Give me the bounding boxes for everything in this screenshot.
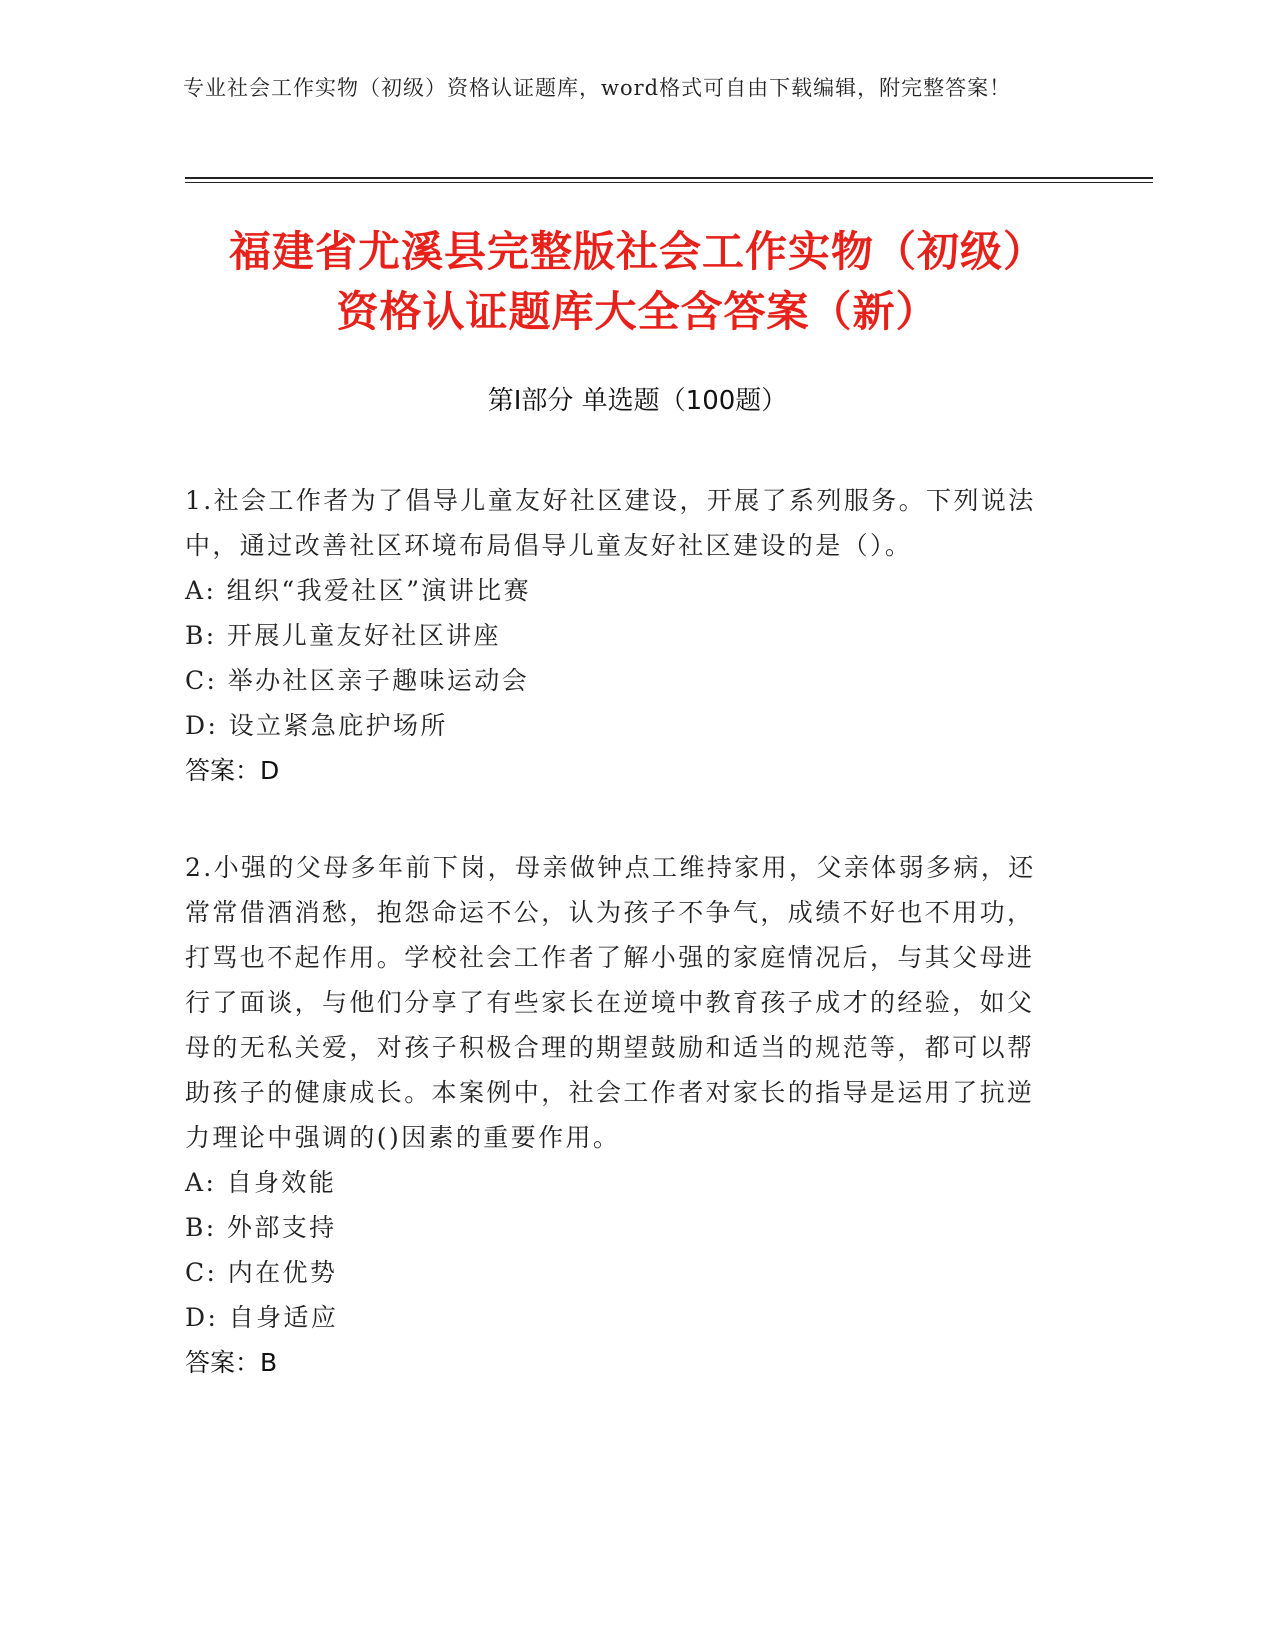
option-c: C: 内在优势 — [185, 1258, 338, 1287]
question-stem: 2.小强的父母多年前下岗，母亲做钟点工维持家用，父亲体弱多病，还常常借酒消愁，抱怨命运不公，认为孩子不争气，成绩不好也不用功，打骂也不起作用。学校社会工作者了解小强的家庭情况后，与其父母进行了面谈，与他们分享了有些家长在逆境中教育孩子成才的经验，如父母的无私关爱，对孩子积极合理的期望鼓励和适当的规范等，都可以帮助孩子的健康成长。本案例中，社会工作者对家长的指导是运用了抗逆力理论中强调的()因素的重要作用。 — [185, 853, 1036, 1152]
question-block — [185, 478, 1060, 793]
section-title: 第Ⅰ部分 单选题（100题） — [487, 386, 788, 416]
header-divider-thick — [185, 177, 1153, 179]
answer-line: 答案：D — [185, 756, 280, 785]
option-a: A: 自身效能 — [185, 1168, 337, 1197]
option-c: C: 举办社区亲子趣味运动会 — [185, 666, 530, 695]
option-a: A: 组织“我爱社区”演讲比赛 — [185, 576, 531, 605]
answer-line: 答案：B — [185, 1348, 278, 1377]
option-b: B: 外部支持 — [185, 1213, 337, 1242]
header-note: 专业社会工作实物（初级）资格认证题库，word格式可自由下载编辑，附完整答案！ — [183, 76, 1012, 100]
document-title — [160, 222, 1115, 342]
question-block — [185, 845, 1060, 1385]
document-title-line-1: 福建省尤溪县完整版社会工作实物（初级） — [228, 227, 1046, 276]
header-divider-thin — [185, 182, 1153, 183]
option-d: D: 设立紧急庇护场所 — [185, 711, 448, 740]
question-stem: 1.社会工作者为了倡导儿童友好社区建设，开展了系列服务。下列说法中，通过改善社区环境布局倡导儿童友好社区建设的是（）。 — [185, 486, 1036, 560]
option-b: B: 开展儿童友好社区讲座 — [185, 621, 501, 650]
document-title-line-2: 资格认证题库大全含答案（新） — [336, 287, 939, 336]
option-d: D: 自身适应 — [185, 1303, 339, 1332]
